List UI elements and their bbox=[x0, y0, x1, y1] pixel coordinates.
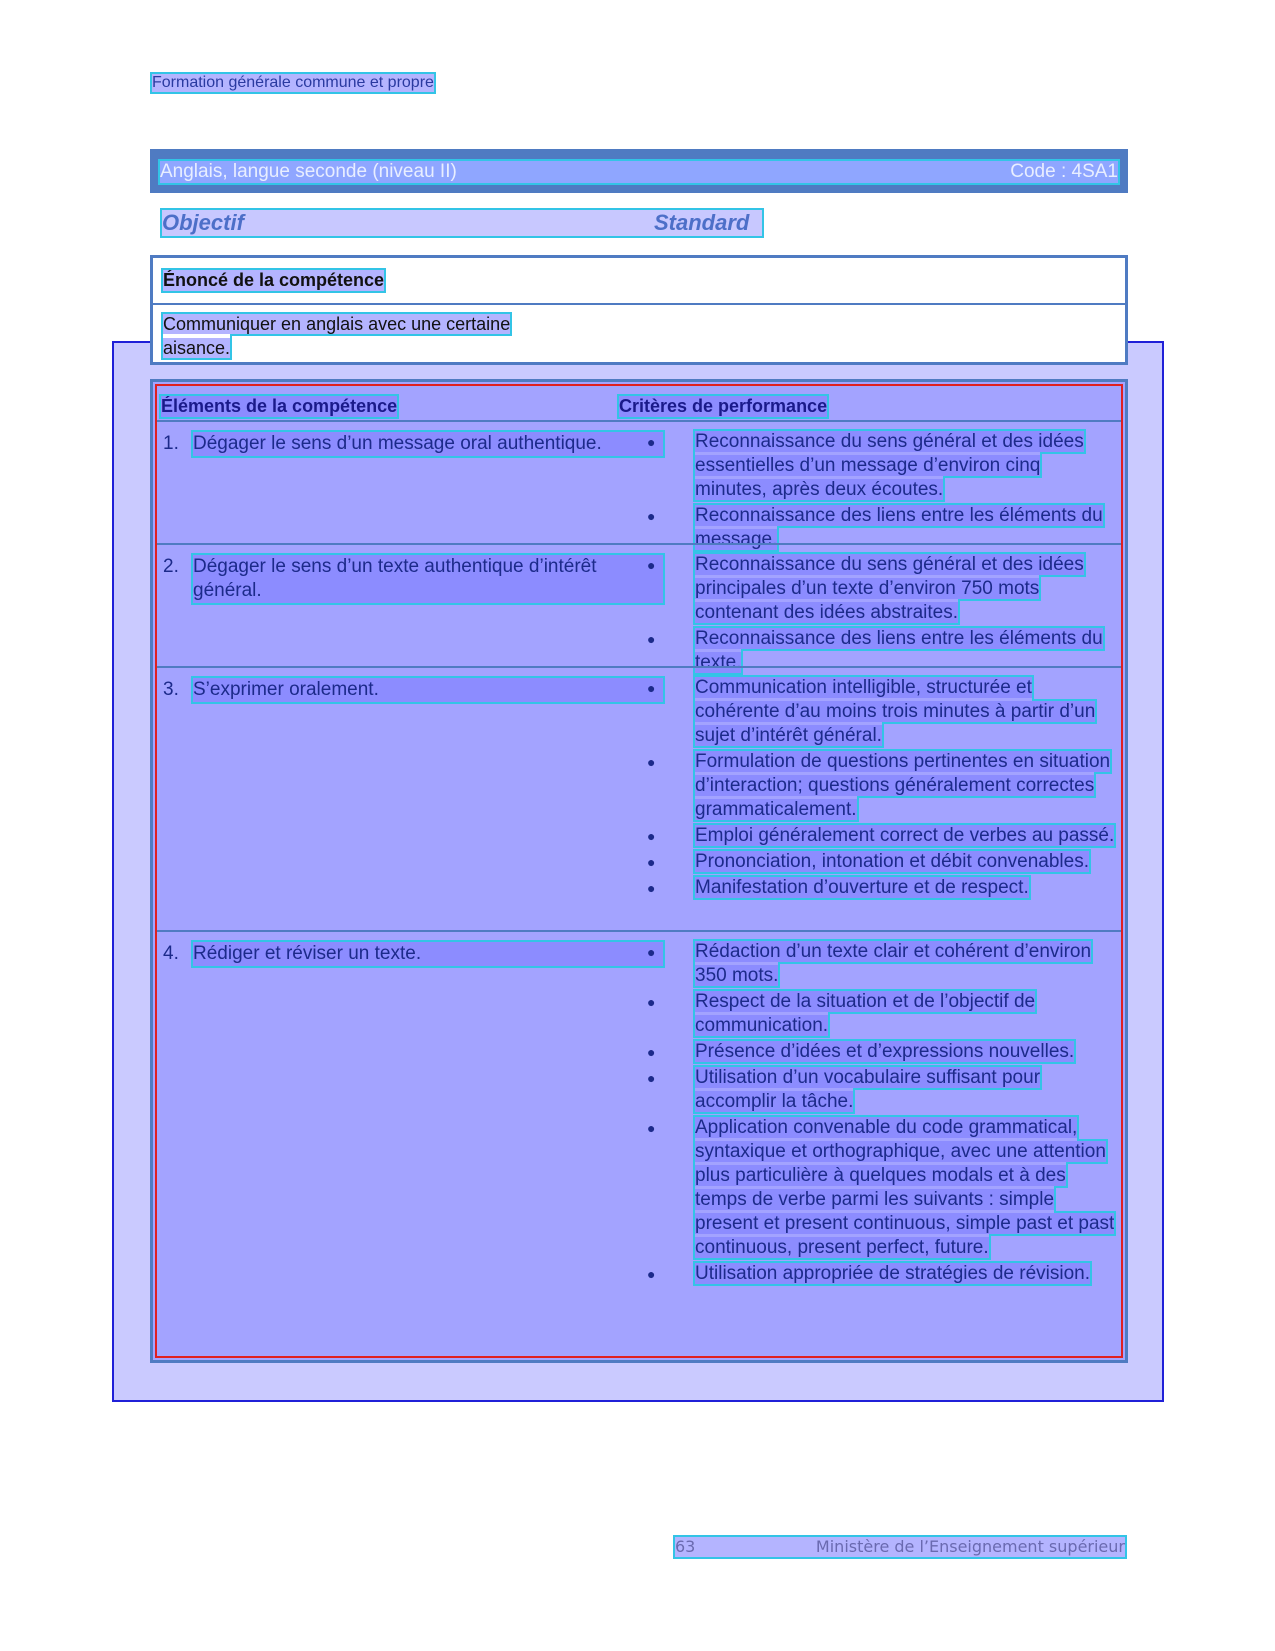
criteria-cell bbox=[647, 676, 1115, 902]
criteria-cell bbox=[647, 553, 1115, 677]
objective-standard-row bbox=[162, 210, 762, 236]
bullet-icon: ● bbox=[647, 994, 656, 1010]
list-item: ● Respect de la situation et de l’objectif de communication. bbox=[647, 991, 1036, 1036]
bullet-icon: ● bbox=[647, 880, 656, 896]
standard-label: Standard bbox=[654, 210, 750, 235]
table-row bbox=[157, 420, 1121, 550]
criteria-cell bbox=[647, 430, 1115, 554]
list-item: ● Communication intelligible, structurée et cohérente d’au moins trois minutes à partir d’un sujet d’intérêt général. bbox=[647, 677, 1096, 746]
ministry-name: Ministère de l’Enseignement supérieur bbox=[815, 1537, 1125, 1556]
bullet-icon: ● bbox=[647, 754, 656, 770]
list-item: ● Formulation de questions pertinentes en situation d’interaction; questions généralement correctes grammaticalement. bbox=[647, 751, 1111, 820]
list-item: ● Rédaction d’un texte clair et cohérent d’environ 350 mots. bbox=[647, 941, 1092, 986]
course-title-bar bbox=[150, 149, 1128, 193]
course-code: Code : 4SA1 bbox=[1010, 161, 1118, 182]
elements-criteria-table bbox=[150, 379, 1128, 1363]
list-item: ● Présence d’idées et d’expressions nouvelles. bbox=[647, 1041, 1075, 1062]
bullet-icon: ● bbox=[647, 1120, 656, 1136]
competence-statement-box bbox=[150, 255, 1128, 365]
col-header-elements: Éléments de la compétence bbox=[161, 396, 398, 416]
list-item: ● Utilisation appropriée de stratégies de révision. bbox=[647, 1263, 1090, 1284]
bullet-icon: ● bbox=[647, 1266, 656, 1282]
bullet-icon: ● bbox=[647, 680, 656, 696]
page-number: 63 bbox=[675, 1537, 696, 1556]
objectif-label: Objectif bbox=[162, 210, 244, 235]
bullet-icon: ● bbox=[647, 828, 656, 844]
page-footer bbox=[675, 1537, 1125, 1557]
list-item: ● Emploi généralement correct de verbes au passé. bbox=[647, 825, 1115, 846]
list-item: ● Reconnaissance des liens entre les éléments du message. bbox=[647, 505, 1103, 550]
element-cell: 2. Dégager le sens d’un texte authentique d’intérêt général. bbox=[163, 555, 778, 603]
element-cell: 3. S’exprimer oralement. bbox=[163, 678, 778, 702]
list-item: ● Utilisation d’un vocabulaire suffisant pour accomplir la tâche. bbox=[647, 1067, 1041, 1112]
bullet-icon: ● bbox=[647, 944, 656, 960]
table-row bbox=[157, 666, 1121, 932]
list-item: ● Manifestation d’ouverture et de respect. bbox=[647, 877, 1029, 898]
col-header-criteres: Critères de performance bbox=[619, 396, 828, 416]
list-item: ● Reconnaissance du sens général et des idées essentielles d’un message d’environ cinq minutes, après deux écoutes. bbox=[647, 431, 1084, 500]
course-title: Anglais, langue seconde (niveau II) bbox=[160, 161, 457, 182]
list-item: ● Reconnaissance des liens entre les éléments du texte. bbox=[647, 628, 1103, 673]
table-row bbox=[157, 543, 1121, 673]
bullet-icon: ● bbox=[647, 631, 656, 647]
bullet-icon: ● bbox=[647, 1044, 656, 1060]
bullet-icon: ● bbox=[647, 508, 656, 524]
running-header: Formation générale commune et propre bbox=[152, 74, 434, 91]
competence-text: Communiquer en anglais avec une certaine aisance. bbox=[163, 314, 511, 358]
criteria-cell bbox=[647, 940, 1115, 1288]
element-cell: 4. Rédiger et réviser un texte. bbox=[163, 942, 778, 966]
list-item: ● Reconnaissance du sens général et des idées principales d’un texte d’environ 750 mots contenant des idées abstraites. bbox=[647, 554, 1084, 623]
bullet-icon: ● bbox=[647, 854, 656, 870]
table-row bbox=[157, 930, 1121, 1356]
competence-heading: Énoncé de la compétence bbox=[163, 270, 385, 290]
bullet-icon: ● bbox=[647, 1070, 656, 1086]
list-item: ● Prononciation, intonation et débit convenables. bbox=[647, 851, 1089, 872]
list-item: ● Application convenable du code grammatical, syntaxique et orthographique, avec une attention plus particulière à quelques modals et à des temps de verbe parmi les suivants : simple present et present continuous, simple past et past continuous, present perfect, future. bbox=[647, 1117, 1115, 1258]
bullet-icon: ● bbox=[647, 434, 656, 450]
bullet-icon: ● bbox=[647, 557, 656, 573]
element-cell: 1. Dégager le sens d’un message oral authentique. bbox=[163, 432, 778, 456]
